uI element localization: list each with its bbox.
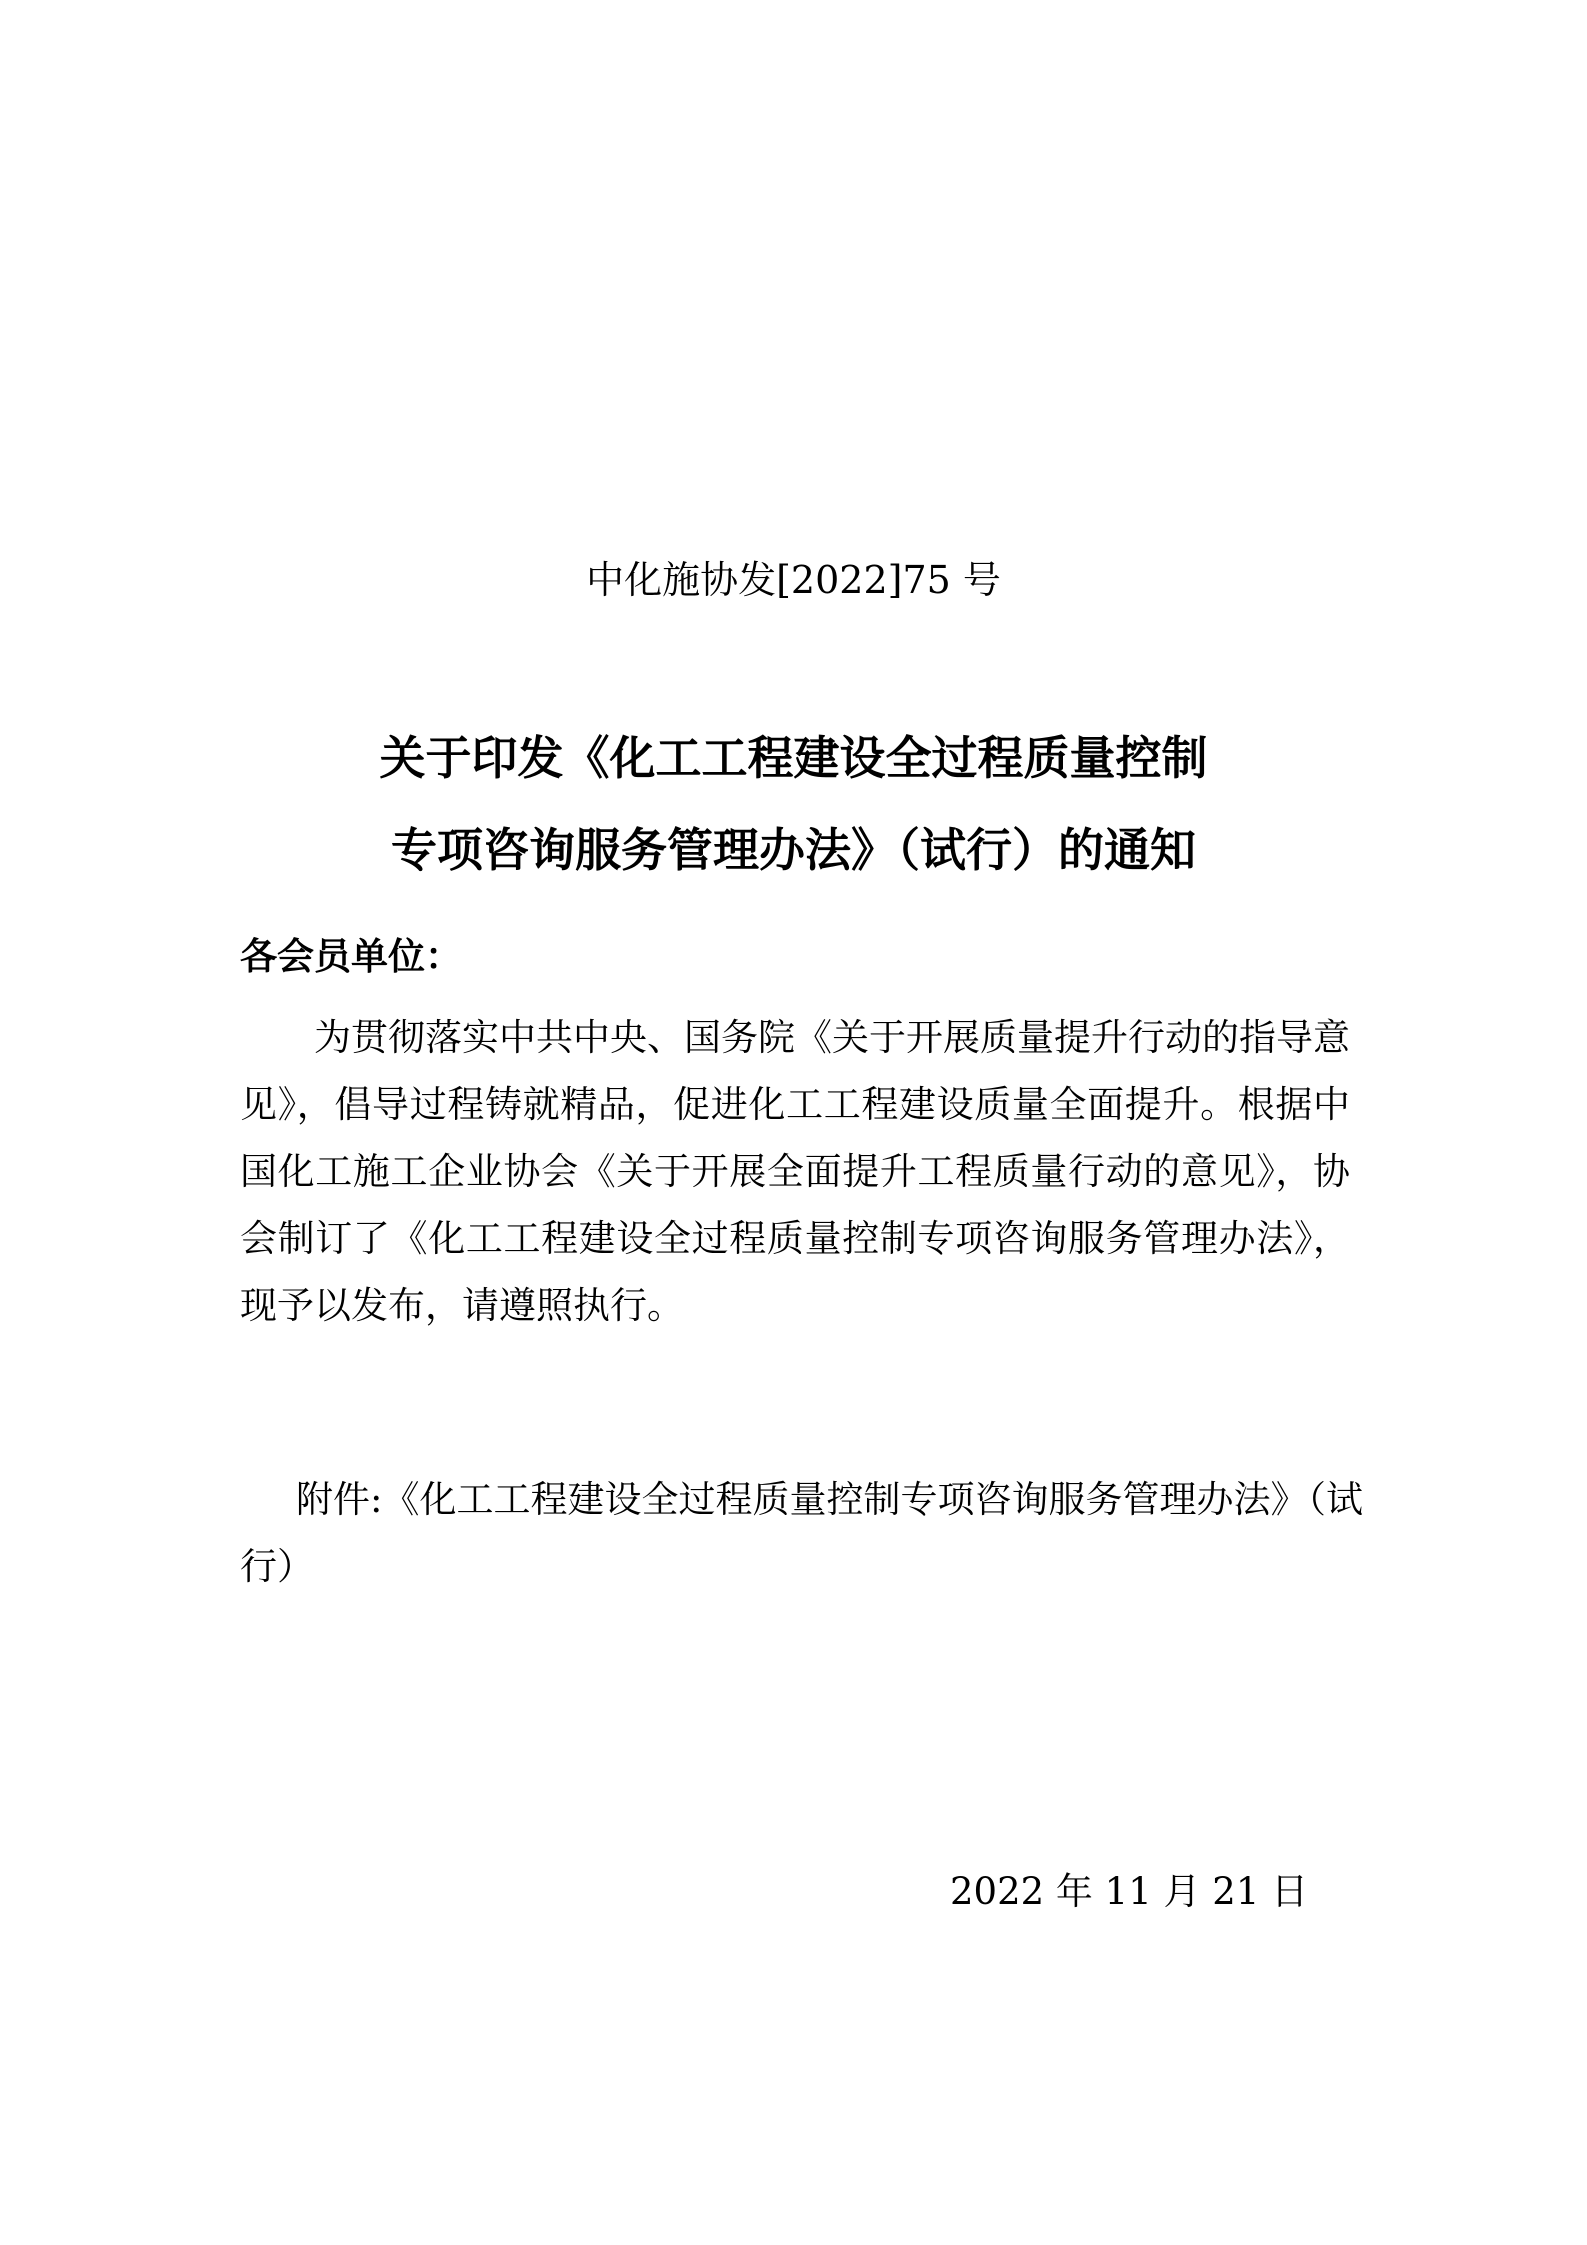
document-title	[0, 712, 1587, 896]
document-number: 中化施协发[2022]75 号	[586, 558, 1001, 602]
body-line-4: 会制订了《化工工程建设全过程质量控制专项咨询服务管理办法》，	[240, 1217, 1350, 1260]
title-line-1: 关于印发《化工工程建设全过程质量控制	[379, 731, 1208, 785]
salutation: 各会员单位：	[240, 935, 462, 978]
title-line-2: 专项咨询服务管理办法》（试行）的通知	[391, 823, 1196, 877]
issue-date: 2022 年 11 月 21 日	[950, 1870, 1309, 1913]
body-line-2: 见》，倡导过程铸就精品，促进化工工程建设质量全面提升。根据中	[240, 1083, 1350, 1126]
body-paragraph	[240, 1004, 1350, 1339]
body-line-5: 现予以发布，请遵照执行。	[240, 1284, 684, 1327]
attachment-note	[240, 1466, 1363, 1600]
attachment-line-2: 行）	[240, 1545, 314, 1588]
body-line-1: 为贯彻落实中共中央、国务院《关于开展质量提升行动的指导意	[314, 1016, 1350, 1059]
body-line-3: 国化工施工企业协会《关于开展全面提升工程质量行动的意见》，协	[240, 1150, 1350, 1193]
attachment-line-1: 附件:《化工工程建设全过程质量控制专项咨询服务管理办法》（试	[296, 1478, 1363, 1521]
